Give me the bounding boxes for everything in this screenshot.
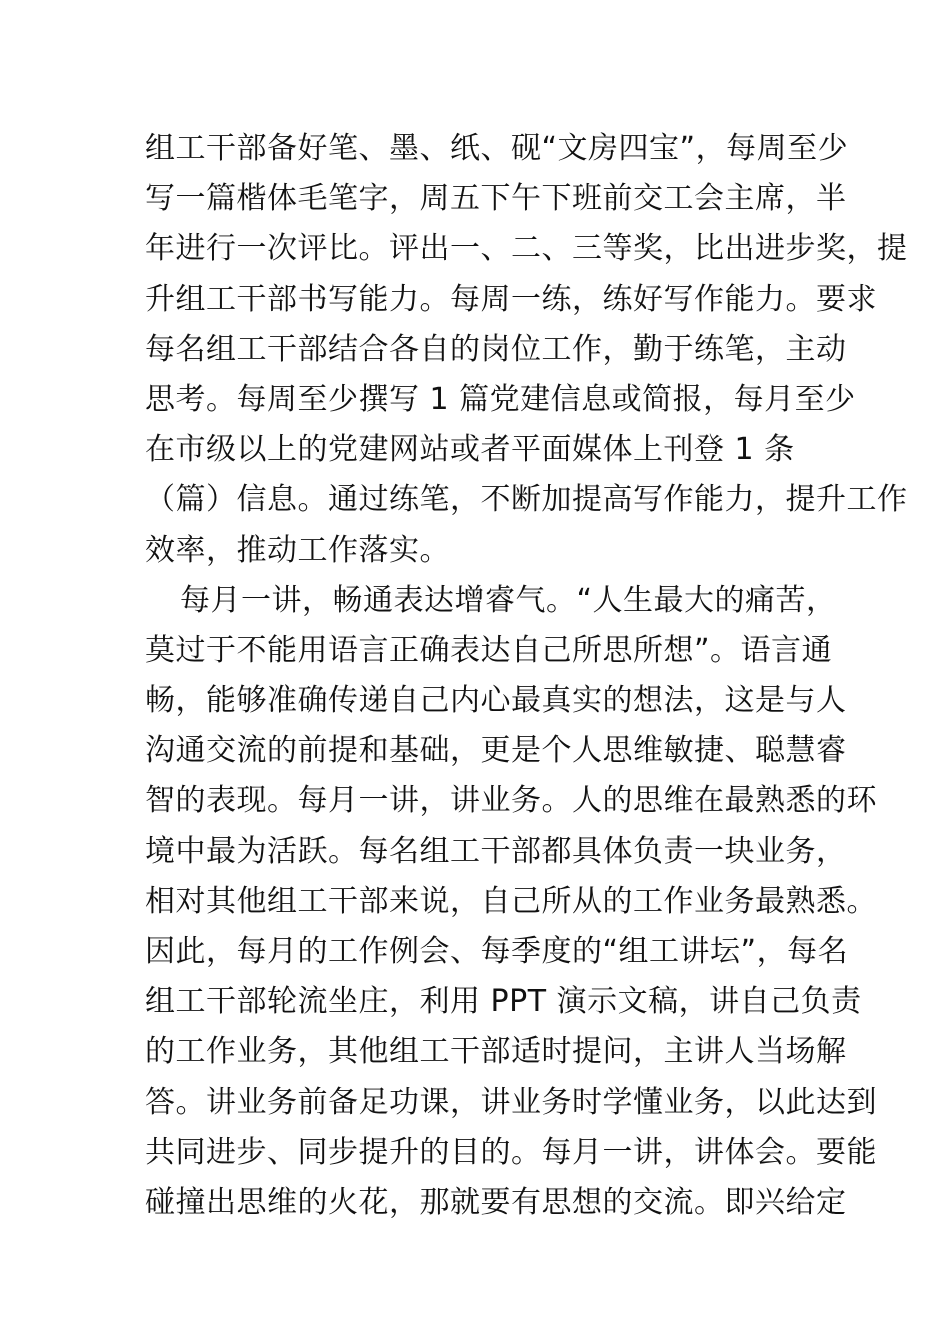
text-line: 境中最为活跃。每名组工干部都具体负责一块业务， bbox=[145, 833, 847, 869]
text-line: 相对其他组工干部来说，自己所从的工作业务最熟悉。 bbox=[145, 883, 877, 919]
text-line: 沟通交流的前提和基础，更是个人思维敏捷、聪慧睿 bbox=[145, 733, 847, 769]
text-line: 碰撞出思维的火花，那就要有思想的交流。即兴给定 bbox=[145, 1184, 847, 1220]
text-line: 写一篇楷体毛笔字，周五下午下班前交工会主席，半 bbox=[145, 181, 847, 217]
text-line: 在市级以上的党建网站或者平面媒体上刊登 1 条 bbox=[145, 432, 795, 468]
text-line: 组工干部轮流坐庄，利用 PPT 演示文稿，讲自己负责 bbox=[145, 984, 862, 1020]
text-line: 因此，每月的工作例会、每季度的“组工讲坛”，每名 bbox=[145, 934, 849, 969]
text-line: 思考。每周至少撰写 1 篇党建信息或简报，每月至少 bbox=[145, 381, 856, 417]
text-line: 共同进步、同步提升的目的。每月一讲，讲体会。要能 bbox=[145, 1134, 877, 1170]
text-line: 莫过于不能用语言正确表达自己所思所想”。语言通 bbox=[145, 632, 833, 668]
text-line: 年进行一次评比。评出一、二、三等奖，比出进步奖，提 bbox=[145, 231, 908, 267]
paragraph-2 bbox=[145, 576, 877, 1228]
text-line: 每月一讲，畅通表达增睿气。“人生最大的痛苦， bbox=[180, 582, 837, 618]
text-line: （篇）信息。通过练笔，不断加提高写作能力，提升工作 bbox=[145, 482, 908, 518]
text-line: 每名组工干部结合各自的岗位工作，勤于练笔，主动 bbox=[145, 331, 847, 367]
text-line: 畅，能够准确传递自己内心最真实的想法，这是与人 bbox=[145, 683, 847, 719]
body-text bbox=[145, 124, 908, 1228]
text-line: 组工干部备好笔、墨、纸、砚“文房四宝”，每周至少 bbox=[145, 131, 849, 166]
paragraph-1 bbox=[145, 124, 908, 576]
text-line: 答。讲业务前备足功课，讲业务时学懂业务，以此达到 bbox=[145, 1084, 877, 1120]
text-line: 智的表现。每月一讲，讲业务。人的思维在最熟悉的环 bbox=[145, 783, 877, 819]
text-line: 效率，推动工作落实。 bbox=[145, 532, 450, 568]
text-line: 的工作业务，其他组工干部适时提问，主讲人当场解 bbox=[145, 1034, 847, 1070]
text-line: 升组工干部书写能力。每周一练，练好写作能力。要求 bbox=[145, 281, 877, 317]
